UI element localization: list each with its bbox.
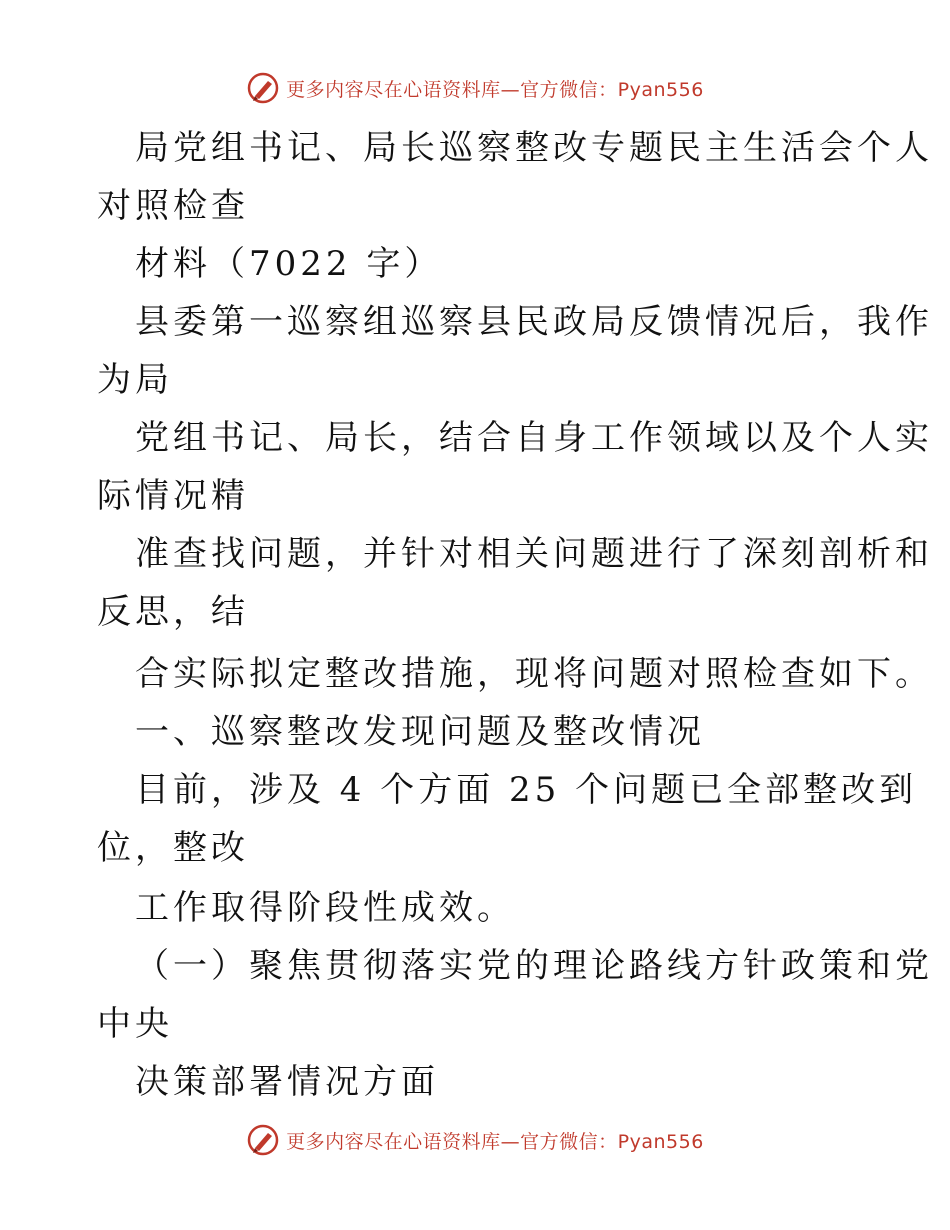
text-line: 目前，涉及 4 个方面 25 个问题已全部整改到 bbox=[135, 770, 918, 810]
text-line: 合实际拟定整改措施，现将问题对照检查如下。 bbox=[135, 654, 933, 694]
section-heading: 一、巡察整改发现问题及整改情况 bbox=[135, 712, 705, 752]
text-line: 际情况精 bbox=[97, 476, 249, 516]
watermark-text: 更多内容尽在心语资料库—官方微信：Pyan556 bbox=[286, 1130, 704, 1153]
text-line: 反思，结 bbox=[97, 592, 249, 632]
text-line: 材料（7022 字） bbox=[135, 244, 443, 284]
subsection-heading: （一）聚焦贯彻落实党的理论路线方针政策和党 bbox=[135, 946, 933, 986]
text-line: 局党组书记、局长巡察整改专题民主生活会个人 bbox=[135, 128, 933, 168]
footer-watermark bbox=[0, 1122, 950, 1158]
text-line: 决策部署情况方面 bbox=[135, 1062, 439, 1102]
text-line: 对照检查 bbox=[97, 186, 249, 226]
text-line: 党组书记、局长，结合自身工作领域以及个人实 bbox=[135, 418, 933, 458]
text-line: 准查找问题，并针对相关问题进行了深刻剖析和 bbox=[135, 534, 933, 574]
text-line: 为局 bbox=[97, 360, 173, 400]
pen-logo-icon bbox=[246, 1123, 280, 1157]
text-line: 县委第一巡察组巡察县民政局反馈情况后，我作 bbox=[135, 302, 933, 342]
text-line: 位，整改 bbox=[97, 828, 249, 868]
text-line: 中央 bbox=[97, 1004, 173, 1044]
watermark-text: 更多内容尽在心语资料库—官方微信：Pyan556 bbox=[286, 78, 704, 101]
text-line: 工作取得阶段性成效。 bbox=[135, 888, 515, 928]
